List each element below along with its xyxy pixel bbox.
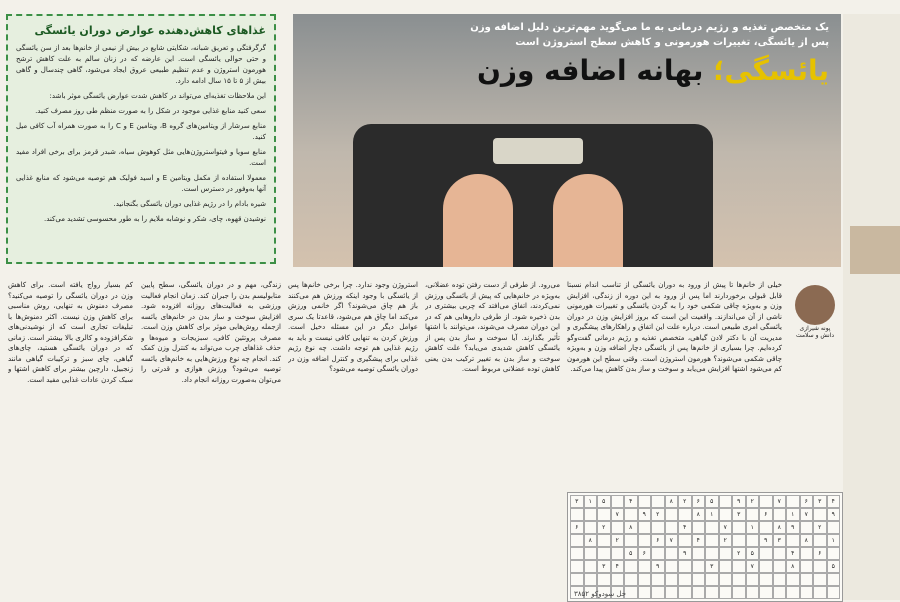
sudoku-cell bbox=[827, 547, 841, 560]
hero-title-block bbox=[349, 20, 829, 87]
sudoku-cell bbox=[813, 586, 827, 599]
sudoku-cell bbox=[732, 573, 746, 586]
sudoku-cell: ۱ bbox=[584, 495, 598, 508]
headline-rest: بهانه اضافه وزن bbox=[477, 54, 704, 87]
hero-headline bbox=[349, 54, 829, 87]
sudoku-cell: ۳ bbox=[773, 534, 787, 547]
sudoku-cell: ۷ bbox=[665, 534, 679, 547]
sudoku-cell bbox=[651, 521, 665, 534]
sudoku-cell: ۴ bbox=[678, 521, 692, 534]
sudoku-cell bbox=[813, 573, 827, 586]
sidebar-bullet: نوشیدن قهوه، چای، شکر و نوشابه ملایم را به طور محسوسی تشدید می‌کند. bbox=[44, 215, 266, 223]
sudoku-cell bbox=[624, 560, 638, 573]
scale-display bbox=[493, 138, 583, 164]
sudoku-cell bbox=[719, 573, 733, 586]
sudoku-cell bbox=[732, 534, 746, 547]
sudoku-cell: ۱ bbox=[827, 534, 841, 547]
sudoku-cell: ۱ bbox=[786, 508, 800, 521]
sudoku-cell: ۹ bbox=[732, 495, 746, 508]
sudoku-cell bbox=[759, 560, 773, 573]
sudoku-cell bbox=[597, 508, 611, 521]
sidebar-box-title: غذاهای کاهش‌دهنده عوارض دوران یائسگی bbox=[34, 24, 266, 37]
sudoku-cell bbox=[584, 508, 598, 521]
hero-kicker: پس از یائسگی، تغییرات هورمونی و کاهش سطح استروژن است bbox=[515, 37, 829, 48]
sudoku-cell bbox=[692, 547, 706, 560]
sudoku-cell bbox=[584, 573, 598, 586]
sudoku-cell bbox=[570, 573, 584, 586]
article-column-3: استروژن وجود ندارد. چرا برخی خانم‌ها پس از یائسگی با وجود اینکه ورزش هم می‌کنند باز هم چاق می‌شوند؟ اگر خانمی ورزش می‌کند اما چاق هم می‌شود، قاعدتا یک سری عوامل دیگر در این مسئله دخیل است. ورزش کردن به تنهایی کافی نیست و باید به رژیم غذایی هم توجه داشت. چه نوع رژیم غذایی برای پیشگیری و کنترل اضافه وزن در دوران یائسگی توصیه می‌شود؟ bbox=[288, 281, 418, 373]
sudoku-cell bbox=[813, 534, 827, 547]
sudoku-cell bbox=[827, 521, 841, 534]
sudoku-cell bbox=[678, 534, 692, 547]
sudoku-cell bbox=[597, 573, 611, 586]
sudoku-cell: ۸ bbox=[773, 521, 787, 534]
sudoku-cell bbox=[759, 521, 773, 534]
sudoku-cell: ۷ bbox=[800, 508, 814, 521]
sudoku-cell: ۶ bbox=[570, 521, 584, 534]
hero-kicker: یک متخصص تغذیه و رژیم درمانی به ما می‌گوید مهم‌ترین دلیل اضافه وزن bbox=[470, 22, 829, 33]
sudoku-cell bbox=[570, 508, 584, 521]
sudoku-cell bbox=[746, 508, 760, 521]
sudoku-cell bbox=[624, 534, 638, 547]
sudoku-cell: ۸ bbox=[584, 534, 598, 547]
sudoku-cell bbox=[692, 573, 706, 586]
sudoku-cell bbox=[611, 521, 625, 534]
author-role: دانش و سلامت bbox=[795, 332, 835, 339]
sudoku-cell: ۸ bbox=[692, 508, 706, 521]
sudoku-cell: ۱ bbox=[746, 521, 760, 534]
sudoku-cell bbox=[773, 547, 787, 560]
sudoku-cell: ۴ bbox=[827, 495, 841, 508]
sudoku-cell bbox=[732, 560, 746, 573]
sudoku-cell bbox=[759, 547, 773, 560]
sudoku-cell bbox=[786, 534, 800, 547]
sudoku-cell: ۶ bbox=[813, 547, 827, 560]
sudoku-cell: ۸ bbox=[665, 495, 679, 508]
sudoku-cell: ۷ bbox=[719, 521, 733, 534]
sudoku-cell: ۹ bbox=[759, 534, 773, 547]
sudoku-cell bbox=[665, 508, 679, 521]
sidebar-bullet: معمولا استفاده از مکمل ویتامین E و اسید فولیک هم توصیه می‌شود که منابع غذایی آنها به‌وفور در دسترس است. bbox=[16, 174, 266, 193]
sudoku-cell bbox=[746, 534, 760, 547]
sudoku-cell bbox=[705, 521, 719, 534]
sudoku-cell bbox=[638, 521, 652, 534]
foot-right-illustration bbox=[553, 174, 623, 267]
headline-highlight: یائسگی؛ bbox=[713, 54, 829, 87]
sudoku-cell: ۵ bbox=[705, 495, 719, 508]
sudoku-cell bbox=[800, 521, 814, 534]
author-byline bbox=[790, 285, 840, 339]
sudoku-cell bbox=[651, 573, 665, 586]
sudoku-cell: ۳ bbox=[570, 495, 584, 508]
sudoku-cell bbox=[692, 560, 706, 573]
sudoku-cell: ۵ bbox=[827, 560, 841, 573]
sudoku-cell: ۹ bbox=[786, 521, 800, 534]
sudoku-cell: ۲ bbox=[719, 534, 733, 547]
sudoku-cell: ۹ bbox=[651, 560, 665, 573]
sudoku-cell bbox=[773, 573, 787, 586]
sudoku-cell: ۴ bbox=[692, 534, 706, 547]
sudoku-cell: ۲ bbox=[678, 495, 692, 508]
sudoku-cell bbox=[638, 560, 652, 573]
sudoku-cell bbox=[746, 586, 760, 599]
sudoku-cell bbox=[638, 534, 652, 547]
sudoku-cell: ۷ bbox=[746, 560, 760, 573]
sudoku-cell bbox=[692, 521, 706, 534]
sudoku-cell: ۹ bbox=[827, 508, 841, 521]
sudoku-cell bbox=[692, 586, 706, 599]
sudoku-solution-grid bbox=[567, 492, 843, 602]
sudoku-cell: ۴ bbox=[611, 560, 625, 573]
sudoku-grid bbox=[570, 495, 840, 599]
sudoku-cell: ۳ bbox=[705, 560, 719, 573]
sudoku-cell: ۴ bbox=[786, 547, 800, 560]
author-name: پونه شیرازی bbox=[799, 325, 831, 332]
sidebar-bullet: سعی کنید منابع غذایی موجود در شکل را به صورت منظم طی روز مصرف کنید. bbox=[35, 107, 266, 115]
sudoku-cell bbox=[786, 495, 800, 508]
hero-image bbox=[293, 14, 841, 267]
sudoku-cell bbox=[597, 534, 611, 547]
sudoku-cell bbox=[705, 534, 719, 547]
sudoku-cell bbox=[570, 560, 584, 573]
sudoku-cell: ۳ bbox=[813, 495, 827, 508]
sudoku-cell bbox=[746, 573, 760, 586]
sudoku-label: حل سودوکو ۳۸۵۲ bbox=[574, 590, 627, 598]
sudoku-cell bbox=[813, 508, 827, 521]
foot-left-illustration bbox=[443, 174, 513, 267]
sudoku-cell bbox=[638, 495, 652, 508]
sudoku-cell bbox=[570, 547, 584, 560]
sudoku-cell bbox=[827, 573, 841, 586]
sidebar-bullet: منابع سرشار از ویتامین‌های گروه B، ویتامین E و C را به صورت همراه آب کافی میل کنید. bbox=[16, 122, 266, 141]
sudoku-cell bbox=[597, 547, 611, 560]
sudoku-cell bbox=[786, 573, 800, 586]
sudoku-cell: ۷ bbox=[611, 508, 625, 521]
sidebar-bullet: منابع سویا و فیتواستروژن‌هایی مثل کوهوش سیاه، شبدر قرمز برای برخی افراد مفید است. bbox=[16, 148, 266, 167]
sudoku-cell bbox=[719, 508, 733, 521]
sudoku-cell: ۶ bbox=[759, 508, 773, 521]
sudoku-cell bbox=[813, 560, 827, 573]
article-column-1: کم بسیار رواج یافته است. برای کاهش وزن در دوران یائسگی را توصیه می‌کنید؟ مصرف دمنوش به تنهایی، روش مناسبی برای کاهش وزن نیست. اکثر دمنوش‌ها با تبلیغات تجاری است که از نوشیدنی‌های شکرافزوده و کالری بالا بیشتر است. زمانی که در دوران یائسگی هستید، چای‌های گیاهی، چای سبز و ترکیبات گیاهی مانند زنجبیل، دارچین بیشتر برای کاهش اشتها و سبک کردن عادات غذایی مفید است. bbox=[8, 281, 133, 384]
sudoku-cell bbox=[570, 534, 584, 547]
article-column-4: می‌رود. از طرفی از دست رفتن توده عضلانی، به‌ویژه در خانم‌هایی که پیش از یائسگی ورزش نمی‌کردند، اتفاق می‌افتد که چربی بیشتری در بدن ذخیره شود. از طرفی داروهایی هم که در این دوران مصرف می‌شوند، می‌توانند با اشتها تأثیر بگذارند. آیا سوخت و ساز بدن پس از یائسگی کاهش شدیدی می‌یابد؟ علت کاهش سوخت و ساز بدن به تغییر ترکیب بدن یعنی کاهش توده عضلانی مربوط است. bbox=[425, 281, 560, 373]
sudoku-cell bbox=[773, 508, 787, 521]
sudoku-cell: ۸ bbox=[786, 560, 800, 573]
sudoku-cell: ۹ bbox=[638, 508, 652, 521]
sudoku-cell bbox=[611, 547, 625, 560]
sudoku-cell: ۴ bbox=[624, 495, 638, 508]
sudoku-cell bbox=[786, 586, 800, 599]
sudoku-cell bbox=[638, 573, 652, 586]
sudoku-cell bbox=[678, 586, 692, 599]
sudoku-cell bbox=[759, 573, 773, 586]
sudoku-cell bbox=[800, 573, 814, 586]
sudoku-cell bbox=[665, 521, 679, 534]
sudoku-cell bbox=[638, 586, 652, 599]
sudoku-cell bbox=[651, 586, 665, 599]
sudoku-cell bbox=[651, 495, 665, 508]
sudoku-cell bbox=[584, 547, 598, 560]
sudoku-cell bbox=[624, 508, 638, 521]
sidebar-bullet: شیره بادام را در رژیم غذایی دوران یائسگی بگنجانید. bbox=[113, 200, 266, 208]
sudoku-cell bbox=[719, 495, 733, 508]
sudoku-cell: ۲ bbox=[732, 547, 746, 560]
sudoku-cell bbox=[665, 573, 679, 586]
sudoku-cell bbox=[705, 586, 719, 599]
sudoku-cell bbox=[705, 573, 719, 586]
sudoku-cell: ۲ bbox=[651, 508, 665, 521]
sudoku-cell bbox=[719, 586, 733, 599]
sudoku-cell: ۶ bbox=[692, 495, 706, 508]
article-column-2: زندگی، مهم و در دوران یائسگی، سطح پایین متابولیسم بدن را جبران کند. زمان انجام فعالیت ورزشی به فعالیت‌های روزانه افزوده شود. افزایش سوخت و ساز بدن در خانم‌های یائسه ازجمله روش‌هایی موثر برای کاهش وزن است. مصرف پروتئین کافی، سبزیجات و میوه‌ها و حذف غذاهای چرب می‌تواند به کنترل وزن کمک کند. انجام چه نوع ورزش‌هایی به خانم‌های یائسه توصیه می‌شود؟ ورزش هوازی و قدرتی را می‌توان به‌صورت روزانه انجام داد. bbox=[141, 281, 281, 384]
sidebar-paragraph: گرگرفتگی و تعریق شبانه، شکایتی شایع در بیش از نیمی از خانم‌ها بعد از سن یائسگی و حتی حوالی یائسگی است. این عارضه که در زنان سالم به علت کاهش ترشح هورمون استروژن و عدم تنظیم طبیعی عروق ایجاد می‌شود، گاهی چندسال و گاهی بیش از ۵ تا ۱۵ سال ادامه دارد. bbox=[16, 44, 266, 85]
article-column-5: خیلی از خانم‌ها تا پیش از ورود به دوران یائسگی از تناسب اندام نسبتا قابل قبولی برخوردارند اما پس از ورود به این دوره از زندگی، افزایش وزن و به‌ویژه چاقی شکمی خود را به گردن یائسگی و تغییرات هورمونی ناشی از آن می‌اندازند. واقعیت این است که بروز افزایش وزن در دوران یائسگی امری طبیعی است. درباره علت این اتفاق و راهکارهای پیشگیری و مدیریت آن با دکتر لادن گیاهی، متخصص تغذیه و رژیم درمانی گفت‌وگو کرده‌ایم. چرا بسیاری از خانم‌ها پس از یائسگی دچار اضافه وزن و به‌ویژه چاقی شکمی می‌شوند؟ هورمون استروژن است. وقتی سطح این هورمون کم می‌شود اشتها افزایش می‌یابد و سوخت و ساز بدن کاهش پیدا می‌کند. bbox=[567, 281, 782, 373]
sudoku-cell: ۲ bbox=[813, 521, 827, 534]
sudoku-cell bbox=[584, 560, 598, 573]
sudoku-cell bbox=[651, 547, 665, 560]
sudoku-cell bbox=[773, 560, 787, 573]
sudoku-cell: ۶ bbox=[800, 495, 814, 508]
adjacent-photo bbox=[850, 226, 900, 274]
sudoku-cell bbox=[719, 560, 733, 573]
sudoku-cell: ۵ bbox=[746, 547, 760, 560]
sudoku-cell bbox=[719, 547, 733, 560]
sudoku-cell: ۲ bbox=[746, 495, 760, 508]
sudoku-cell bbox=[732, 586, 746, 599]
sudoku-cell: ۱ bbox=[705, 508, 719, 521]
sudoku-cell bbox=[773, 586, 787, 599]
sudoku-cell bbox=[665, 586, 679, 599]
sudoku-cell bbox=[800, 547, 814, 560]
adjacent-article-strip bbox=[843, 14, 900, 600]
sudoku-cell bbox=[705, 547, 719, 560]
sudoku-cell bbox=[827, 586, 841, 599]
sudoku-cell: ۵ bbox=[624, 547, 638, 560]
sudoku-cell: ۶ bbox=[651, 534, 665, 547]
sudoku-cell bbox=[759, 495, 773, 508]
sudoku-cell bbox=[759, 586, 773, 599]
sudoku-cell: ۲ bbox=[611, 534, 625, 547]
sudoku-cell: ۸ bbox=[800, 534, 814, 547]
sudoku-cell bbox=[678, 573, 692, 586]
sudoku-cell: ۳ bbox=[597, 560, 611, 573]
sudoku-cell: ۹ bbox=[678, 547, 692, 560]
sudoku-cell: ۵ bbox=[597, 495, 611, 508]
sudoku-cell bbox=[678, 560, 692, 573]
sudoku-cell bbox=[584, 521, 598, 534]
sudoku-cell bbox=[665, 547, 679, 560]
sudoku-cell bbox=[611, 573, 625, 586]
sudoku-cell bbox=[624, 573, 638, 586]
sidebar-box-nutrition bbox=[6, 14, 276, 264]
sudoku-cell: ۶ bbox=[638, 547, 652, 560]
sudoku-cell: ۷ bbox=[773, 495, 787, 508]
sudoku-cell bbox=[732, 521, 746, 534]
sudoku-cell bbox=[800, 586, 814, 599]
sudoku-cell bbox=[800, 560, 814, 573]
sudoku-cell: ۸ bbox=[624, 521, 638, 534]
author-avatar bbox=[795, 285, 835, 325]
sudoku-cell: ۲ bbox=[597, 521, 611, 534]
sidebar-paragraph: این ملاحظات تغذیه‌ای می‌تواند در کاهش شدت عوارض یائسگی موثر باشد: bbox=[49, 92, 266, 100]
sudoku-cell bbox=[611, 495, 625, 508]
bathroom-scale-illustration bbox=[353, 124, 713, 267]
sudoku-cell bbox=[665, 560, 679, 573]
sudoku-cell: ۳ bbox=[732, 508, 746, 521]
sudoku-cell bbox=[678, 508, 692, 521]
